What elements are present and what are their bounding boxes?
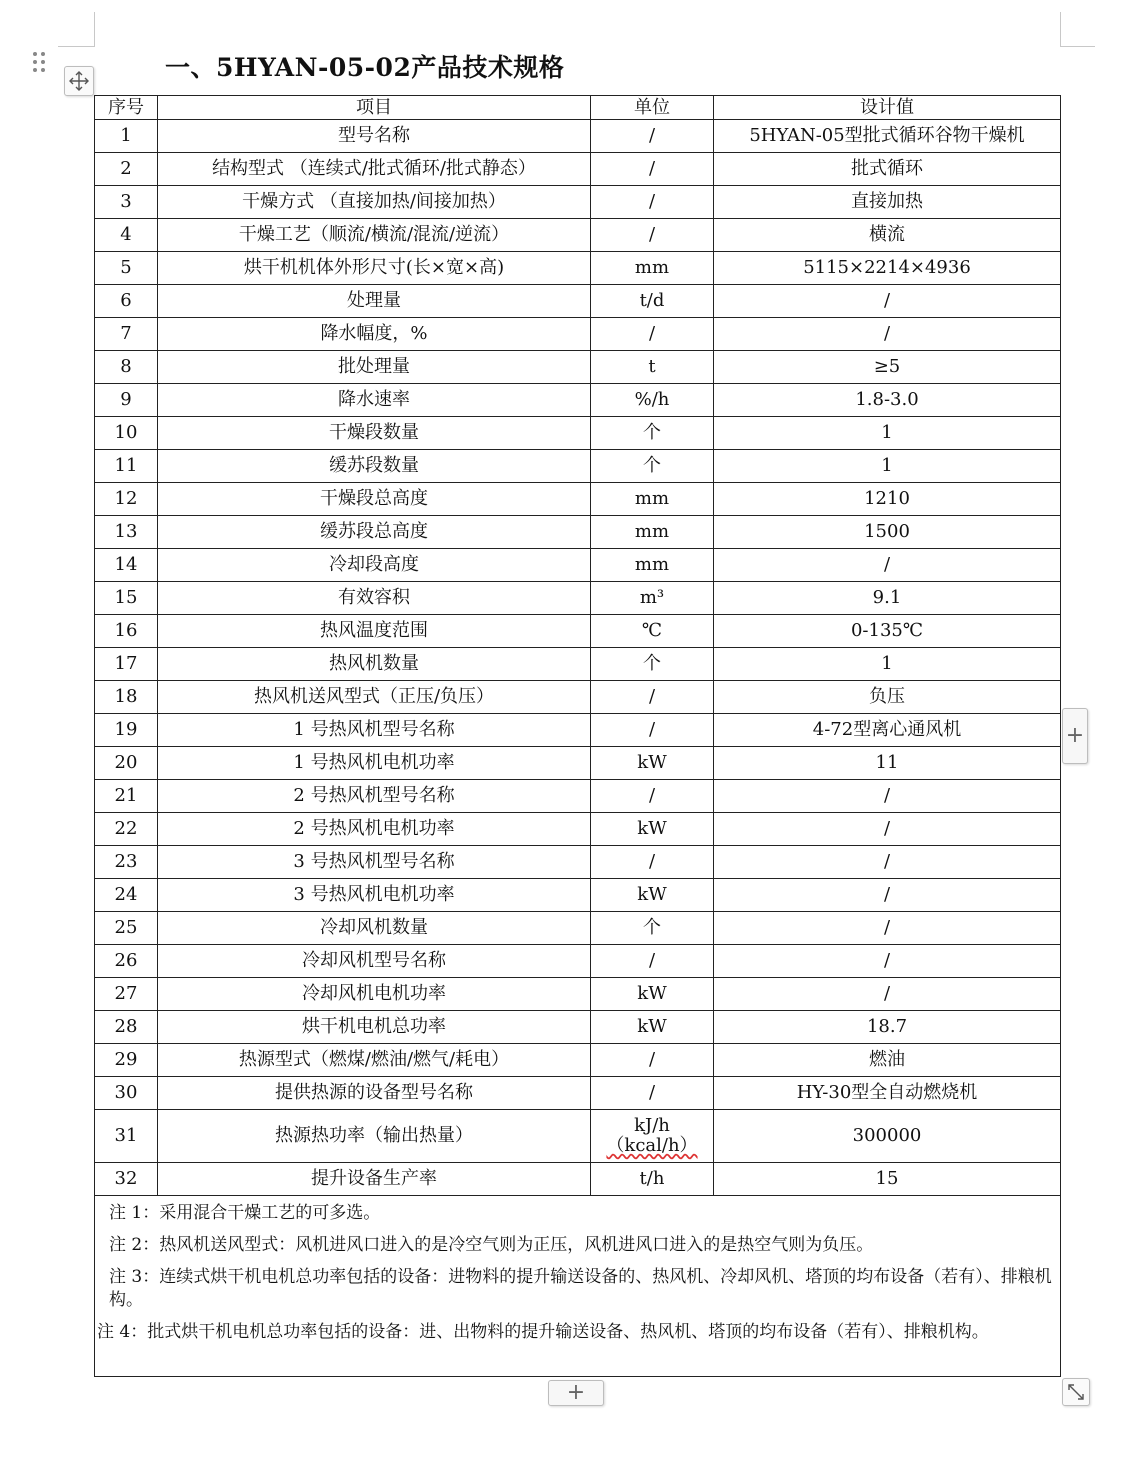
table-header-row [95, 96, 1061, 120]
table-row [95, 285, 1061, 318]
table-row [95, 780, 1061, 813]
cell-index: 8 [95, 351, 158, 384]
cell-index: 25 [95, 912, 158, 945]
table-row [95, 1011, 1061, 1044]
cell-design-value: 4-72型离心通风机 [714, 714, 1061, 747]
cell-index: 18 [95, 681, 158, 714]
cell-item: 缓苏段数量 [158, 450, 591, 483]
cell-item: 2 号热风机型号名称 [158, 780, 591, 813]
cell-unit: t/d [591, 285, 714, 318]
cell-item: 烘干机电机总功率 [158, 1011, 591, 1044]
table-row [95, 978, 1061, 1011]
cell-index: 2 [95, 153, 158, 186]
table-row [95, 219, 1061, 252]
table-row [95, 879, 1061, 912]
cell-item: 冷却风机数量 [158, 912, 591, 945]
cell-design-value: / [714, 285, 1061, 318]
cell-design-value: 1 [714, 648, 1061, 681]
cell-design-value: 1500 [714, 516, 1061, 549]
cell-unit: t/h [591, 1163, 714, 1196]
cell-index: 11 [95, 450, 158, 483]
spec-table [94, 95, 1061, 1377]
cell-item: 干燥方式 （直接加热/间接加热） [158, 186, 591, 219]
cell-item: 批处理量 [158, 351, 591, 384]
table-resize-handle[interactable] [1062, 1378, 1090, 1406]
cell-design-value: 0-135℃ [714, 615, 1061, 648]
cell-unit: / [591, 186, 714, 219]
cell-item: 烘干机机体外形尺寸(长×宽×高) [158, 252, 591, 285]
cell-design-value: 负压 [714, 681, 1061, 714]
cell-item: 处理量 [158, 285, 591, 318]
cell-index: 27 [95, 978, 158, 1011]
cell-index: 6 [95, 285, 158, 318]
cell-unit: mm [591, 252, 714, 285]
table-row [95, 450, 1061, 483]
note-3: 注 3：连续式烘干机电机总功率包括的设备：进物料的提升输送设备的、热风机、冷却风机、塔顶的均布设备（若有）、排粮机构。 [109, 1267, 1052, 1310]
table-row [95, 912, 1061, 945]
cell-item: 冷却风机电机功率 [158, 978, 591, 1011]
cell-item: 1 号热风机电机功率 [158, 747, 591, 780]
cell-item: 热风机数量 [158, 648, 591, 681]
table-row [95, 483, 1061, 516]
cell-unit: / [591, 780, 714, 813]
cell-index: 28 [95, 1011, 158, 1044]
table-row [95, 417, 1061, 450]
header-item: 项目 [158, 96, 591, 120]
cell-item: 干燥段数量 [158, 417, 591, 450]
cell-index: 9 [95, 384, 158, 417]
notes-cell [95, 1196, 1061, 1377]
cell-index: 26 [95, 945, 158, 978]
cell-item: 热源型式（燃煤/燃油/燃气/耗电） [158, 1044, 591, 1077]
unit-line: kJ/h [634, 1115, 670, 1136]
cell-design-value: 15 [714, 1163, 1061, 1196]
cell-design-value: 1 [714, 417, 1061, 450]
cell-design-value: / [714, 318, 1061, 351]
table-row [95, 1163, 1061, 1196]
cell-unit: / [591, 945, 714, 978]
cell-index: 17 [95, 648, 158, 681]
header-unit: 单位 [591, 96, 714, 120]
table-row [95, 153, 1061, 186]
cell-unit: / [591, 1077, 714, 1110]
cell-unit: / [591, 153, 714, 186]
cell-item: 热源热功率（输出热量） [158, 1110, 591, 1163]
note-2: 注 2：热风机送风型式：风机进风口进入的是冷空气则为正压，风机进风口进入的是热空气则为负压。 [109, 1235, 874, 1255]
table-row [95, 516, 1061, 549]
cell-unit: 个 [591, 912, 714, 945]
table-row [95, 120, 1061, 153]
cell-design-value: ≥5 [714, 351, 1061, 384]
cell-design-value: 9.1 [714, 582, 1061, 615]
notes-row [95, 1196, 1061, 1377]
cell-unit: kW [591, 879, 714, 912]
cell-design-value: 横流 [714, 219, 1061, 252]
cell-unit: t [591, 351, 714, 384]
cell-unit [591, 1110, 714, 1163]
cell-index: 16 [95, 615, 158, 648]
cell-unit: / [591, 681, 714, 714]
page-corner-mark-top-right [1060, 12, 1095, 47]
move-icon [65, 67, 93, 95]
cell-index: 15 [95, 582, 158, 615]
cell-design-value: / [714, 912, 1061, 945]
cell-unit: mm [591, 483, 714, 516]
cell-design-value: / [714, 945, 1061, 978]
cell-design-value: / [714, 978, 1061, 1011]
cell-unit: ℃ [591, 615, 714, 648]
cell-unit: 个 [591, 450, 714, 483]
table-row [95, 384, 1061, 417]
table-row [95, 1044, 1061, 1077]
table-row [95, 318, 1061, 351]
cell-unit: 个 [591, 417, 714, 450]
cell-index: 29 [95, 1044, 158, 1077]
add-column-button[interactable]: + [1062, 708, 1088, 764]
cell-unit: mm [591, 516, 714, 549]
cell-item: 提升设备生产率 [158, 1163, 591, 1196]
cell-unit: / [591, 120, 714, 153]
cell-index: 32 [95, 1163, 158, 1196]
table-move-handle[interactable] [64, 66, 94, 96]
add-row-button[interactable]: + [548, 1380, 604, 1406]
cell-index: 3 [95, 186, 158, 219]
table-row [95, 252, 1061, 285]
drag-dots-icon[interactable] [33, 52, 47, 76]
table-row [95, 945, 1061, 978]
table-row [95, 186, 1061, 219]
cell-design-value: / [714, 879, 1061, 912]
cell-index: 14 [95, 549, 158, 582]
cell-design-value: 1.8-3.0 [714, 384, 1061, 417]
cell-item: 降水幅度，% [158, 318, 591, 351]
cell-design-value: 1 [714, 450, 1061, 483]
table-row [95, 714, 1061, 747]
cell-item: 降水速率 [158, 384, 591, 417]
cell-index: 4 [95, 219, 158, 252]
cell-item: 冷却风机型号名称 [158, 945, 591, 978]
table-row [95, 648, 1061, 681]
table-row [95, 813, 1061, 846]
cell-unit: / [591, 714, 714, 747]
header-index: 序号 [95, 96, 158, 120]
cell-item: 提供热源的设备型号名称 [158, 1077, 591, 1110]
cell-item: 热风机送风型式（正压/负压） [158, 681, 591, 714]
table-row [95, 681, 1061, 714]
cell-unit: m³ [591, 582, 714, 615]
table-row [95, 582, 1061, 615]
cell-item: 型号名称 [158, 120, 591, 153]
cell-unit: 个 [591, 648, 714, 681]
cell-design-value: 300000 [714, 1110, 1061, 1163]
cell-item: 3 号热风机型号名称 [158, 846, 591, 879]
cell-index: 24 [95, 879, 158, 912]
cell-item: 干燥段总高度 [158, 483, 591, 516]
cell-unit: %/h [591, 384, 714, 417]
table-row [95, 846, 1061, 879]
cell-index: 5 [95, 252, 158, 285]
table-row [95, 747, 1061, 780]
cell-design-value: / [714, 813, 1061, 846]
cell-unit: mm [591, 549, 714, 582]
cell-item: 2 号热风机电机功率 [158, 813, 591, 846]
cell-unit: kW [591, 813, 714, 846]
table-row [95, 615, 1061, 648]
cell-design-value: HY-30型全自动燃烧机 [714, 1077, 1061, 1110]
cell-design-value: 燃油 [714, 1044, 1061, 1077]
cell-item: 缓苏段总高度 [158, 516, 591, 549]
cell-index: 12 [95, 483, 158, 516]
cell-item: 结构型式 （连续式/批式循环/批式静态） [158, 153, 591, 186]
cell-design-value: 5HYAN-05型批式循环谷物干燥机 [714, 120, 1061, 153]
cell-unit: / [591, 1044, 714, 1077]
document-title: 一、5HYAN-05-02产品技术规格 [165, 53, 565, 82]
cell-design-value: 直接加热 [714, 186, 1061, 219]
cell-index: 22 [95, 813, 158, 846]
cell-index: 1 [95, 120, 158, 153]
cell-design-value: / [714, 549, 1061, 582]
cell-index: 23 [95, 846, 158, 879]
cell-index: 20 [95, 747, 158, 780]
page-corner-mark-top-left [58, 12, 95, 47]
cell-item: 3 号热风机电机功率 [158, 879, 591, 912]
cell-item: 1 号热风机型号名称 [158, 714, 591, 747]
cell-index: 21 [95, 780, 158, 813]
cell-unit: / [591, 219, 714, 252]
resize-icon [1063, 1379, 1089, 1405]
cell-unit: kW [591, 1011, 714, 1044]
table-row [95, 549, 1061, 582]
cell-design-value: 11 [714, 747, 1061, 780]
header-design-value: 设计值 [714, 96, 1061, 120]
cell-unit: kW [591, 747, 714, 780]
cell-unit: / [591, 318, 714, 351]
table-row [95, 1077, 1061, 1110]
cell-index: 13 [95, 516, 158, 549]
cell-item: 热风温度范围 [158, 615, 591, 648]
cell-index: 31 [95, 1110, 158, 1163]
cell-design-value: 1210 [714, 483, 1061, 516]
cell-index: 30 [95, 1077, 158, 1110]
cell-design-value: 5115×2214×4936 [714, 252, 1061, 285]
cell-unit: / [591, 846, 714, 879]
cell-index: 7 [95, 318, 158, 351]
cell-design-value: 18.7 [714, 1011, 1061, 1044]
unit-line-alt: （kcal/h） [606, 1135, 698, 1156]
note-4: 注 4：批式烘干机电机总功率包括的设备：进、出物料的提升输送设备、热风机、塔顶的均布设备（若有）、排粮机构。 [97, 1322, 989, 1342]
cell-design-value: / [714, 780, 1061, 813]
cell-index: 19 [95, 714, 158, 747]
cell-item: 干燥工艺（顺流/横流/混流/逆流） [158, 219, 591, 252]
cell-unit: kW [591, 978, 714, 1011]
cell-index: 10 [95, 417, 158, 450]
cell-design-value: 批式循环 [714, 153, 1061, 186]
table-row [95, 1110, 1061, 1163]
cell-item: 有效容积 [158, 582, 591, 615]
note-1: 注 1：采用混合干燥工艺的可多选。 [109, 1203, 381, 1223]
table-row [95, 351, 1061, 384]
cell-item: 冷却段高度 [158, 549, 591, 582]
cell-design-value: / [714, 846, 1061, 879]
